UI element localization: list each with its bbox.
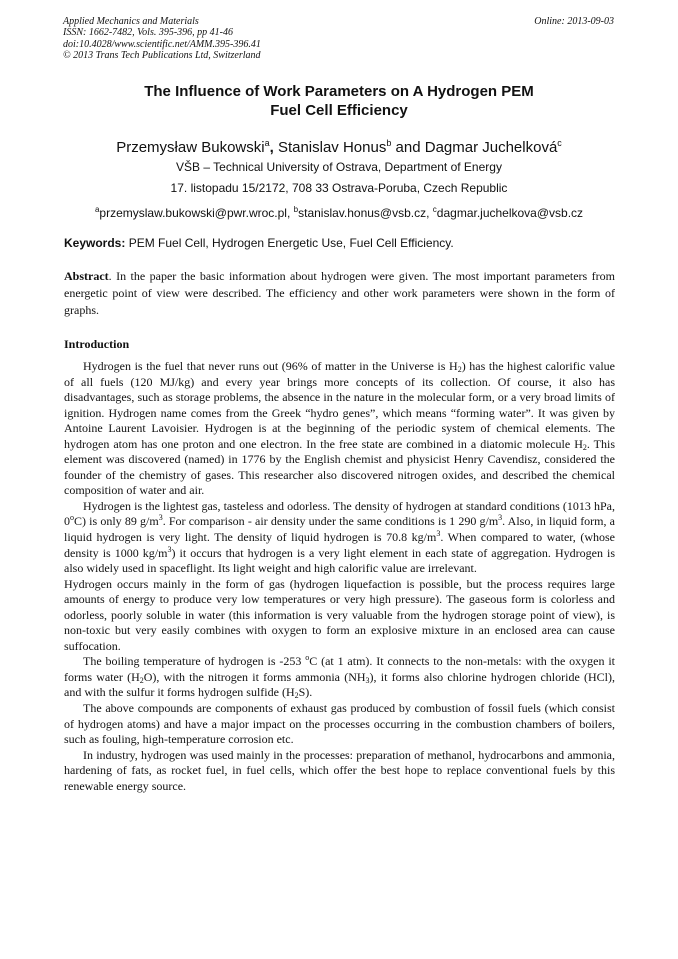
section-heading-introduction: Introduction — [64, 337, 130, 351]
journal-header — [63, 16, 423, 61]
issn-line: ISSN: 1662-7482, Vols. 395-396, pp 41-46 — [63, 27, 233, 39]
text-run: C (at 1 atm). It connects to the non-metals: with the oxygen it forms water (H — [64, 654, 615, 684]
superscript: o — [305, 653, 310, 663]
email-superscript: a — [94, 205, 100, 214]
text-run: ) it occurs that hydrogen is a very light element in each state of aggregation. Hydrogen is also widely used in spaceflight. Its light weight and high calorific value are irrelevant. — [64, 545, 615, 576]
online-date: Online: 2013-09-03 — [534, 16, 614, 27]
author-superscript: b — [386, 138, 392, 148]
text-run: ) has the highest calorific value of all fuels (120 MJ/kg) and every year brings more concepts of its collection. Of course, it also has disadvantages, such as storage problems, the absence in the nature in the molecular form, or a very broad limits of ignition. Hydrogen name comes from the Greek “hydro genes”, which means “forming water”. It was given by Antoine Laurent Lavoisier. Hydrogen is at the beginning of the periodic system of chemical elements. The hydrogen atom has one proton and one electron. In the free state are combined in a diatomic molecule H — [64, 359, 615, 451]
superscript: 3 — [498, 513, 503, 523]
email-link[interactable]: stanislav.honus@vsb.cz, — [298, 206, 433, 220]
subscript: 2 — [139, 675, 144, 685]
keywords-label: Keywords: — [64, 236, 126, 250]
paragraph: The above compounds are components of exhaust gas produced by combustion of fossil fuels (which consist of hydrogen atoms) and have a major impact on the processes occurring in the combustion chambers of boilers, such as fouling, high-temperature corrosion etc. — [64, 701, 615, 747]
author-list — [40, 134, 638, 157]
email-link[interactable]: przemyslaw.bukowski@pwr.wroc.pl, — [99, 206, 294, 220]
abstract-text: . In the paper the basic information about hydrogen were given. The most important parameters from energetic point of view were described. The efficiency and other work parameters were shown in the form of graphs. — [64, 269, 615, 318]
paragraph — [64, 654, 615, 701]
keywords-line — [64, 236, 454, 251]
author-superscript: c — [557, 138, 562, 148]
superscript: 3 — [436, 529, 441, 539]
author-conjunction: and — [391, 139, 425, 156]
author-name: Przemysław Bukowski — [116, 139, 265, 156]
text-run: Hydrogen is the fuel that never runs out (96% of matter in the Universe is H — [83, 359, 458, 373]
subscript: 2 — [294, 691, 299, 701]
text-run: Hydrogen is the lightest gas, tasteless and odorless. The density of hydrogen at standard conditions (1013 hPa, 0 — [64, 498, 615, 529]
title-line-1: The Influence of Work Parameters on A Hydrogen PEM — [144, 83, 534, 100]
text-run: The boiling temperature of hydrogen is -253 — [83, 654, 306, 669]
text-run: . This element was discovered (named) in 1776 by the English chemist and physicist Henry Cavendisz, considered the founder of the chemistry of gases. This researcher also discovered nitrogen oxides, and described the chemical composition of water and air. — [64, 436, 615, 498]
author-name: Dagmar Juchelková — [424, 139, 558, 156]
doi-line: doi:10.4028/www.scientific.net/AMM.395-396.41 — [63, 38, 261, 50]
title-line-2: Fuel Cell Efficiency — [270, 102, 408, 119]
author-separator: , — [269, 139, 278, 156]
subscript: 2 — [582, 442, 587, 452]
author-superscript: a — [264, 138, 270, 148]
paragraph — [64, 499, 615, 577]
affiliation-address: 17. listopadu 15/2172, 708 33 Ostrava-Poruba, Czech Republic — [170, 181, 508, 195]
introduction-body — [64, 359, 615, 794]
superscript: 3 — [158, 513, 163, 523]
superscript: 3 — [167, 544, 172, 554]
author-name: Stanislav Honus — [277, 139, 387, 156]
paragraph: In industry, hydrogen was used mainly in the processes: preparation of methanol, hydrocarbons and ammonia, hardening of fats, as rocket fuel, in fuel cells, which offer the best hope to replace conventional fuels by this renewable energy source. — [64, 747, 615, 793]
text-run: . For comparison - air density under the same conditions is 1 290 g/m — [162, 514, 499, 529]
keywords-text: PEM Fuel Cell, Hydrogen Energetic Use, Fuel Cell Efficiency. — [125, 236, 454, 250]
text-run: . Also, in liquid form, a liquid hydrogen is very light. The density of liquid hydrogen is 70.8 kg/m — [64, 514, 616, 545]
email-superscript: c — [432, 205, 437, 214]
paper-title — [60, 82, 618, 120]
text-run: C) is only 89 g/m — [74, 514, 159, 529]
subscript: 2 — [457, 365, 462, 374]
text-run: . When compared to water, (whose density is 1000 kg/m — [64, 530, 615, 560]
affiliation-institution: VŠB – Technical University of Ostrava, Department of Energy — [176, 160, 502, 174]
paragraph: Hydrogen occurs mainly in the form of gas (hydrogen liquefaction is possible, but the process requires large amounts of energy to produce very low temperatures or very high pressure). The gaseous form is colorless and odorless, poorly soluble in water (this information is very valuable from the hydrogen storage point of view), is non-toxic but very easily combines with oxygen to form an explosive mixture in an enclosed area can cause suffocation. — [64, 576, 615, 653]
copyright-line: © 2013 Trans Tech Publications Ltd, Switzerland — [63, 49, 261, 61]
superscript: o — [70, 513, 74, 523]
email-superscript: b — [293, 205, 299, 214]
abstract-label: Abstract — [64, 269, 109, 283]
text-run: O), with the nitrogen it forms ammonia (NH — [143, 669, 366, 684]
text-run: S). — [298, 685, 313, 700]
text-run: ), it forms also chlorine hydrogen chloride (HCl), and with the sulfur it forms hydrogen sulfide (H — [64, 669, 615, 700]
journal-name: Applied Mechanics and Materials — [63, 16, 199, 27]
paragraph — [64, 359, 615, 499]
author-emails — [40, 202, 638, 221]
email-link[interactable]: dagmar.juchelkova@vsb.cz — [436, 206, 584, 220]
abstract — [64, 268, 615, 320]
subscript: 3 — [365, 675, 370, 685]
